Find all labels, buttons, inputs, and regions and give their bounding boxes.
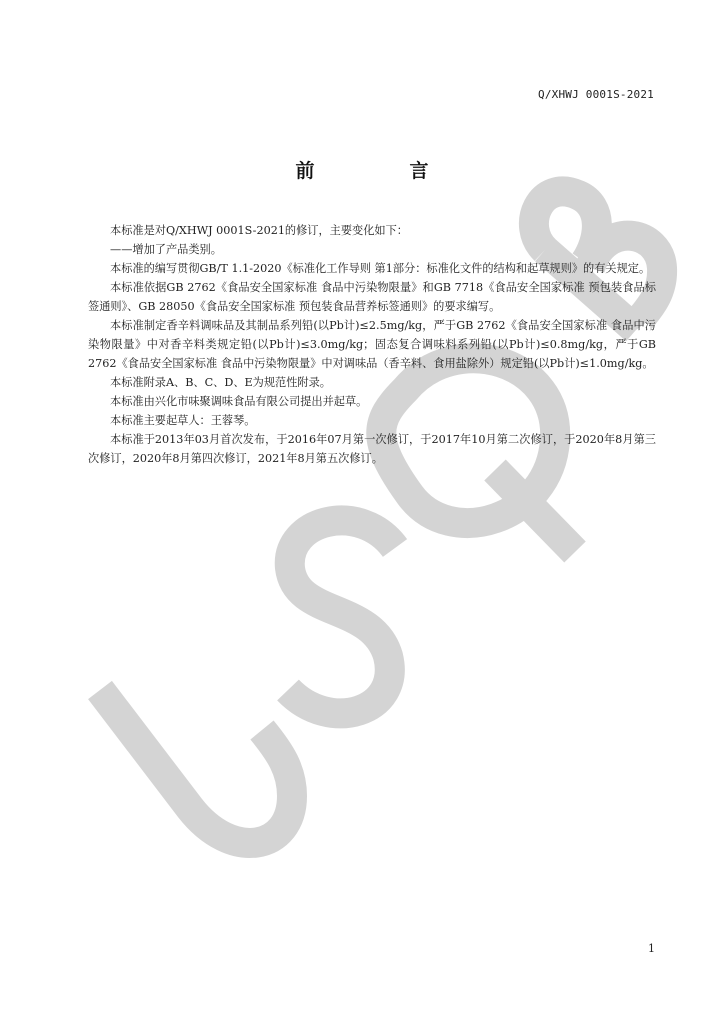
watermark-letter-q-tail (495, 470, 575, 552)
paragraph: ——增加了产品类别。 (110, 243, 222, 256)
standard-code: Q/XHWJ 0001S-2021 (538, 88, 654, 101)
paragraph: 本标准的编写贯彻GB/T 1.1-2020《标准化工作导则 第1部分：标准化文件的结构和起草规则》的有关规定。 (110, 262, 651, 275)
paragraph: 本标准主要起草人：王蓉琴。 (110, 414, 256, 427)
paragraph: 本标准由兴化市味聚调味食品有限公司提出并起草。 (110, 395, 368, 408)
page-title: 前 言 (295, 160, 467, 182)
paragraph: 本标准于2013年03月首次发布，于2016年07月第一次修订，于2017年10月第二次修订，于2020年8月第三次修订，2020年8月第四次修订，2021年8月第五次修订。 (88, 433, 656, 465)
paragraph: 本标准依据GB 2762《食品安全国家标准 食品中污染物限量》和GB 7718《食品安全国家标准 预包装食品标签通则》、GB 28050《食品安全国家标准 预包装食品营养标签通则》的要求编写。 (88, 281, 656, 313)
watermark-letter-s (288, 520, 395, 713)
preface-body (88, 221, 656, 468)
watermark-letter-j (100, 690, 292, 843)
paragraph: 本标准附录A、B、C、D、E为规范性附录。 (110, 376, 331, 389)
page-number: 1 (648, 942, 655, 955)
paragraph: 本标准是对Q/XHWJ 0001S-2021的修订，主要变化如下： (110, 224, 408, 237)
paragraph: 本标准制定香辛料调味品及其制品系列铅(以Pb计)≤2.5mg/kg，严于GB 2762《食品安全国家标准 食品中污染物限量》中对香辛料类规定铅(以Pb计)≤3.0mg/kg；固态复合调味料系列铅(以Pb计)≤0.8mg/kg，严于GB 2762《食品安全国家标准 食品中污染物限量》中对调味品（香辛料、食用盐除外）规定铅(以Pb计)≤1.0mg/kg。 (88, 319, 656, 370)
